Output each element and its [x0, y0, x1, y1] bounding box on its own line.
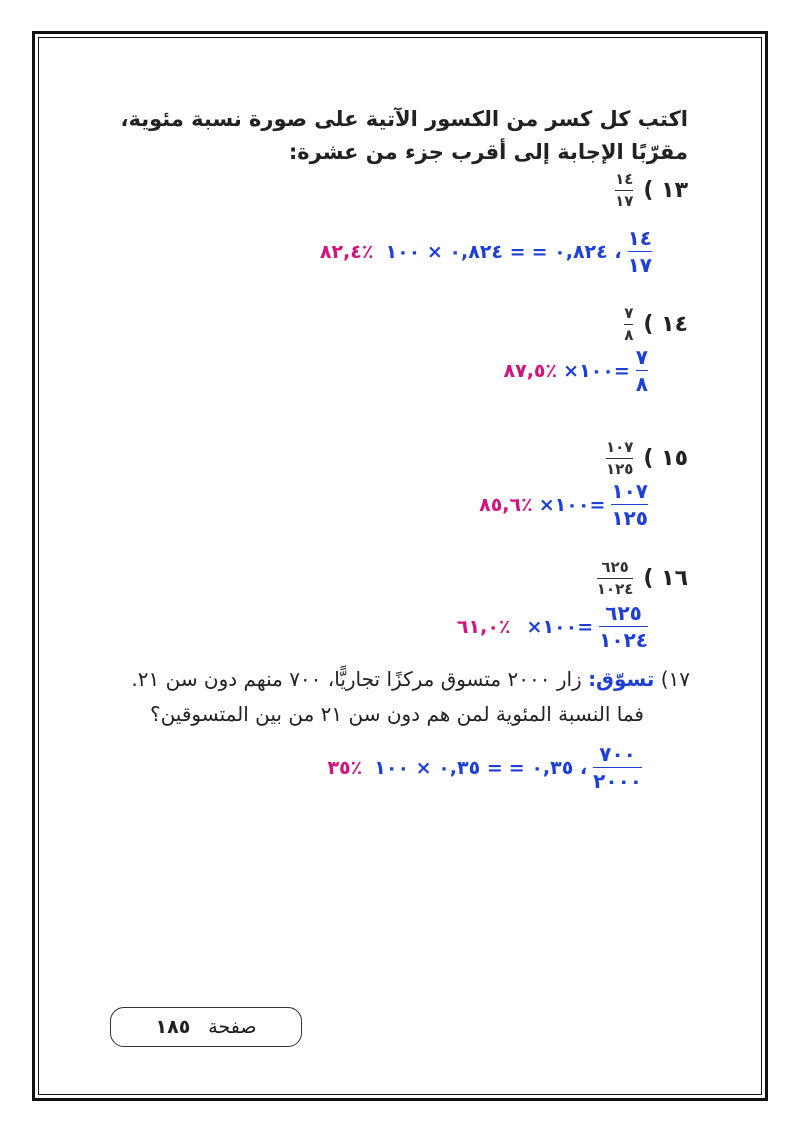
word-problem-text-1: زار ٢٠٠٠ متسوق مركزًا تجاريًّا، ٧٠٠ منهم دون سن ٢١. — [131, 667, 582, 691]
question-14-fraction: $\frac{٧}{٨}$ — [624, 304, 634, 344]
answer-fraction: $\frac{٦٢٥}{١٠٢٤}$ — [599, 601, 648, 652]
question-number: ( ١٦ — [643, 566, 688, 591]
question-number: ( ١٤ — [643, 312, 688, 337]
answer-16 — [457, 603, 648, 650]
answer-result: ٨٢,٤٪ — [319, 240, 374, 263]
question-13-fraction — [615, 172, 633, 209]
answer-13 — [320, 228, 652, 275]
question-16-fraction: $\frac{٦٢٥}{١٠٢٤}$ — [596, 558, 634, 598]
word-problem-line-2: فما النسبة المئوية لمن هم دون سن ٢١ من بين المتسوقين؟ — [149, 702, 644, 726]
answer-15 — [479, 481, 648, 528]
answer-decimal: = ٠,٣٥ ، — [508, 756, 588, 779]
answer-fraction: $\frac{١٤}{١٧}$ — [627, 226, 652, 277]
question-number: ( ١٣ — [643, 178, 688, 203]
question-14 — [624, 306, 688, 343]
answer-fraction: $\frac{٧}{٨}$ — [635, 345, 648, 396]
denominator: ١٧ — [615, 192, 634, 210]
numerator: ١٤ — [615, 170, 634, 188]
word-problem-number: ١٧) — [660, 667, 690, 691]
answer-fraction: $\frac{١٠٧}{١٢٥}$ — [611, 479, 648, 530]
question-15-fraction: $\frac{١٠٧}{١٢٥}$ — [605, 438, 634, 478]
answer-decimal: = ٠,٨٢٤ ، — [531, 240, 622, 263]
answer-result: ٦١,٠٪ — [456, 615, 511, 638]
word-problem-line-1 — [131, 667, 690, 691]
answer-multiply: ٠,٣٥ × ١٠٠ = — [374, 756, 503, 779]
answer-result: ٣٥٪ — [327, 756, 363, 779]
question-13 — [615, 172, 688, 209]
answer-multiply: ٠,٨٢٤ × ١٠٠ = — [385, 240, 526, 263]
page-number-box — [110, 1007, 302, 1047]
question-number: ( ١٥ — [643, 446, 688, 471]
page-label: صفحة — [208, 1016, 257, 1038]
question-15 — [606, 440, 688, 477]
instruction-line-2: مقرّبًا الإجابة إلى أقرب جزء من عشرة: — [288, 140, 688, 164]
answer-17 — [327, 744, 642, 791]
answer-14 — [504, 347, 648, 394]
word-problem-keyword: تسوّق: — [588, 667, 655, 691]
answer-multiply: ×١٠٠= — [563, 359, 630, 382]
answer-result: ٨٥,٦٪ — [479, 493, 533, 516]
page-number: ١٨٥ — [155, 1016, 191, 1038]
question-16 — [597, 560, 688, 597]
answer-result: ٨٧,٥٪ — [503, 359, 558, 382]
answer-fraction: $\frac{٧٠٠}{٢٠٠٠}$ — [593, 742, 642, 793]
answer-multiply: ×١٠٠= — [526, 615, 594, 638]
answer-multiply: ×١٠٠= — [538, 493, 606, 516]
instruction-line-1: اكتب كل كسر من الكسور الآتية على صورة نسبة مئوية، — [120, 107, 688, 131]
